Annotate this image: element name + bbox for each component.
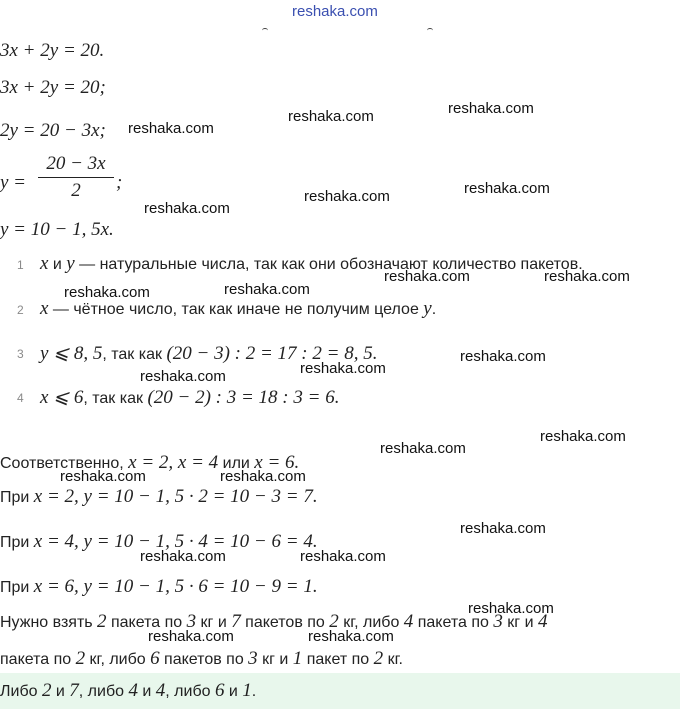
math-run: 4 — [155, 680, 166, 701]
text-run: , либо — [78, 683, 129, 700]
watermark: reshaka.com — [460, 348, 546, 365]
list-number: 3 — [17, 347, 24, 361]
text-run: кг. — [383, 651, 403, 668]
text-run: пакетов по — [240, 614, 330, 631]
watermark: reshaka.com — [148, 628, 234, 645]
math-run: 6 — [214, 680, 225, 701]
math-run: (20 − 2) : 3 = 18 : 3 = 6. — [147, 387, 340, 408]
watermark: reshaka.com — [464, 180, 550, 197]
math-run: 4 — [128, 680, 138, 701]
text-run: , так как — [83, 390, 148, 407]
watermark: reshaka.com — [300, 360, 386, 377]
conclusion-line-1 — [0, 611, 547, 633]
watermark-top: reshaka.com — [292, 3, 378, 20]
text-run: кг, либо — [338, 614, 404, 631]
text-run: . — [251, 683, 257, 700]
math-run: 4 — [537, 611, 548, 632]
watermark: reshaka.com — [448, 100, 534, 117]
math-run: x = 6, y = 10 − 1, 5 · 6 = 10 − 9 = 1. — [33, 576, 318, 597]
text-run: пакета по — [413, 614, 494, 631]
list-number: 4 — [17, 391, 24, 405]
math-run: x = 2, y = 10 − 1, 5 · 2 = 10 − 3 = 7. — [33, 486, 318, 507]
list-number: 1 — [17, 258, 24, 272]
equation-5: y = 10 − 1, 5x. — [0, 219, 114, 240]
math-run: y — [66, 253, 75, 274]
fraction-bar — [38, 177, 114, 178]
watermark: reshaka.com — [380, 440, 466, 457]
watermark: reshaka.com — [300, 548, 386, 565]
text-run: пакет по — [302, 651, 374, 668]
math-run: 4 — [403, 611, 414, 632]
watermark: reshaka.com — [128, 120, 214, 137]
text-run: кг и — [502, 614, 538, 631]
text-run: Соответственно, — [0, 455, 129, 472]
equation-1: 3x + 2y = 20. — [0, 40, 105, 61]
watermark: reshaka.com — [144, 200, 230, 217]
math-run: x = 4, y = 10 − 1, 5 · 4 = 10 − 6 = 4. — [33, 531, 318, 552]
watermark: reshaka.com — [220, 468, 306, 485]
text-run: и — [137, 683, 156, 700]
text-run: и — [224, 683, 243, 700]
fraction-numerator: 20 − 3x — [46, 153, 106, 174]
watermark: reshaka.com — [64, 284, 150, 301]
math-run: y — [423, 298, 432, 319]
watermark: reshaka.com — [308, 628, 394, 645]
list-item-2 — [40, 298, 436, 320]
text-run: — чётное число, так как иначе не получим целое — [48, 301, 424, 318]
math-run: 2 — [373, 648, 384, 669]
watermark: reshaka.com — [224, 281, 310, 298]
math-run: 2 — [41, 680, 52, 701]
watermark: reshaka.com — [60, 468, 146, 485]
text-run: или — [218, 455, 255, 472]
text-run: Нужно взять — [0, 614, 98, 631]
text-run: При — [0, 579, 34, 596]
math-run: 2 — [97, 611, 107, 632]
math-run: 7 — [231, 611, 241, 632]
text-run: . — [431, 301, 437, 318]
math-run: x — [40, 253, 49, 274]
watermark: reshaka.com — [140, 548, 226, 565]
text-run: Либо — [0, 683, 42, 700]
watermark: reshaka.com — [288, 108, 374, 125]
math-run: 1 — [292, 648, 303, 669]
text-run: кг и — [257, 651, 293, 668]
watermark: reshaka.com — [384, 268, 470, 285]
text-run: , либо — [165, 683, 215, 700]
equation-3: 2y = 20 − 3x; — [0, 120, 106, 141]
text-run: При — [0, 534, 34, 551]
fraction-denominator: 2 — [71, 180, 81, 201]
line-x-equals-2 — [0, 486, 318, 508]
answer-box — [0, 673, 680, 709]
text-run: пакета по — [0, 651, 76, 668]
math-run: 6 — [150, 648, 160, 669]
conclusion-line-2 — [0, 648, 403, 670]
text-run: и — [51, 683, 70, 700]
text-run: кг, либо — [85, 651, 151, 668]
math-run: 3 — [248, 648, 258, 669]
list-item-1 — [40, 253, 583, 275]
watermark: reshaka.com — [140, 368, 226, 385]
math-run: (20 − 3) : 2 = 17 : 2 = 8, 5. — [166, 343, 378, 364]
text-run: пакетов по — [159, 651, 249, 668]
watermark: reshaka.com — [544, 268, 630, 285]
math-run: 3 — [186, 611, 197, 632]
watermark: reshaka.com — [304, 188, 390, 205]
equation-2: 3x + 2y = 20; — [0, 77, 106, 98]
decorative-arc — [427, 28, 433, 33]
equation-4-left: y = — [0, 172, 27, 193]
math-run: x — [40, 298, 49, 319]
watermark: reshaka.com — [468, 600, 554, 617]
text-run: , так как — [102, 346, 167, 363]
math-run: x = 6. — [254, 452, 300, 473]
math-run: 7 — [69, 680, 79, 701]
text-run: При — [0, 489, 34, 506]
math-run: 2 — [329, 611, 339, 632]
text-run: пакета по — [106, 614, 187, 631]
answer-text — [0, 680, 256, 702]
text-run: и — [48, 256, 67, 273]
math-run: y ⩽ 8, 5 — [40, 343, 103, 364]
text-run: — натуральные числа, так как они обозначают количество пакетов. — [74, 256, 583, 273]
equation-4-fraction — [38, 153, 114, 202]
list-item-4 — [40, 386, 339, 409]
decorative-arc — [262, 28, 268, 33]
list-number: 2 — [17, 303, 24, 317]
watermark: reshaka.com — [460, 520, 546, 537]
math-run: 3 — [493, 611, 503, 632]
math-run: x = 2, x = 4 — [128, 452, 219, 473]
equation-4-right: ; — [116, 172, 123, 193]
math-run: x ⩽ 6 — [40, 387, 84, 408]
math-run: 2 — [75, 648, 86, 669]
math-run: 1 — [242, 680, 252, 701]
watermark: reshaka.com — [540, 428, 626, 445]
line-x-equals-6 — [0, 576, 318, 598]
text-run: кг и — [196, 614, 232, 631]
